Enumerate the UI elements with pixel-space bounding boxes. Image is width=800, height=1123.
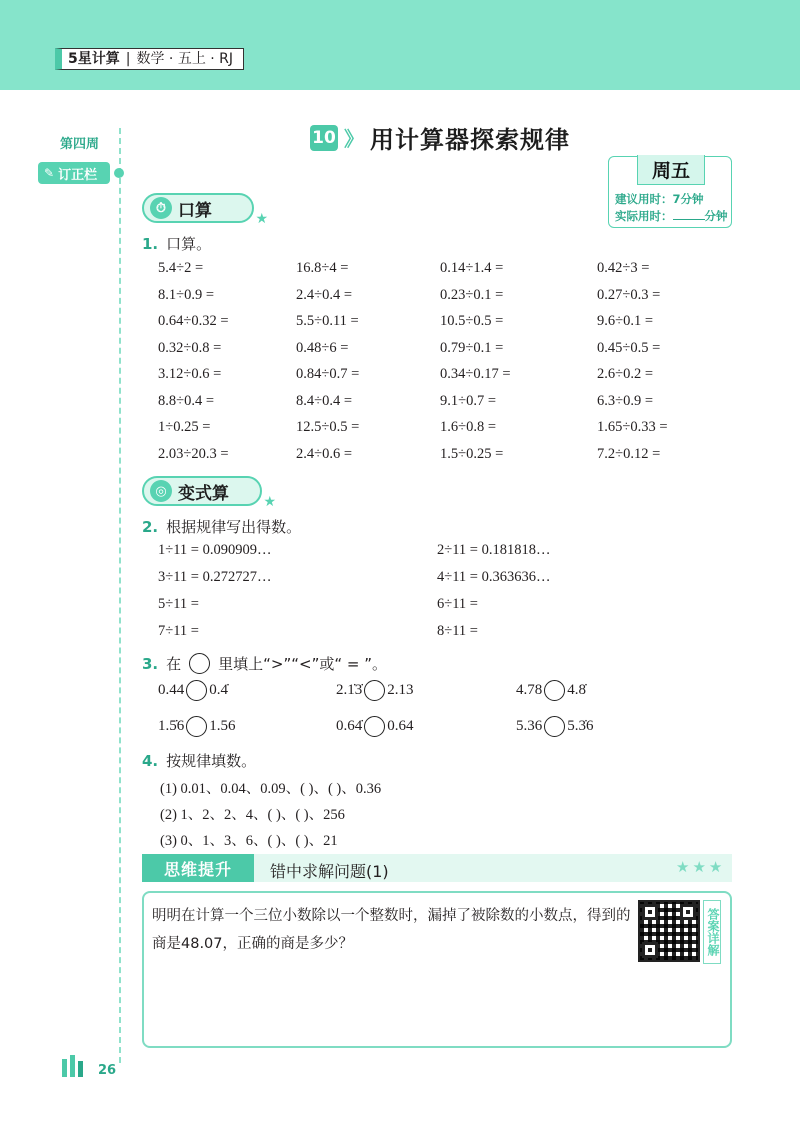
- section-oral-label: 口算: [178, 200, 212, 221]
- pattern-problem[interactable]: 8÷11 =: [437, 623, 478, 639]
- question-4-prompt: 按规律填数。: [166, 752, 257, 770]
- thinking-subtitle: 错中求解问题(1): [270, 862, 389, 881]
- sequence-2[interactable]: (2) 1、2、2、4、( )、( )、256: [160, 807, 345, 823]
- question-1-prompt: 口算。: [166, 235, 212, 253]
- series-separator: |: [125, 50, 131, 67]
- oral-problem[interactable]: 9.1÷0.7 =: [440, 392, 497, 409]
- margin-divider: [119, 128, 121, 1063]
- compare-left: 4.78: [516, 682, 543, 698]
- sequence-1[interactable]: (1) 0.01、0.04、0.09、( )、( )、0.36: [160, 781, 382, 797]
- actual-time-blank[interactable]: [673, 209, 705, 220]
- question-2-prompt: 根据规律写出得数。: [166, 518, 302, 536]
- oral-problem[interactable]: 0.64÷0.32 =: [158, 313, 229, 329]
- oral-problem[interactable]: 8.1÷0.9 =: [158, 286, 215, 303]
- compare-item: [336, 716, 414, 737]
- compare-circle[interactable]: [544, 680, 565, 701]
- question-3-prompt-before: 在: [166, 655, 182, 673]
- rating-stars-icon: ★★★: [676, 858, 726, 876]
- pencil-icon: ✎: [44, 166, 55, 180]
- compare-right: 5.3̇6: [567, 718, 594, 734]
- correction-column-tag: [38, 162, 110, 184]
- margin-dot-icon: [114, 168, 124, 178]
- thinking-tag: 思维提升: [142, 854, 254, 882]
- compare-circle[interactable]: [364, 716, 385, 737]
- qr-finder: [642, 904, 658, 920]
- compare-item: [158, 680, 228, 701]
- question-3-prompt-after: 里填上“>”“<”或“ = ”。: [218, 655, 388, 673]
- qr-finder: [680, 904, 696, 920]
- pattern-problem[interactable]: 5÷11 =: [158, 596, 199, 612]
- pattern-problem[interactable]: 2÷11 = 0.181818…: [437, 542, 551, 558]
- suggested-time: 建议用时：7分钟: [615, 192, 704, 206]
- compare-left: 5.36: [516, 718, 543, 734]
- pattern-problem[interactable]: 6÷11 =: [437, 596, 478, 612]
- compare-right: 2.13: [387, 682, 414, 698]
- question-3-number: 3.: [142, 654, 159, 673]
- compare-item: [158, 716, 236, 737]
- lesson-number: 10: [310, 125, 338, 151]
- oral-problem[interactable]: 16.8÷4 =: [296, 260, 349, 276]
- series-name: 5星计算: [68, 50, 120, 67]
- page-number: 26: [98, 1063, 117, 1078]
- oral-problem[interactable]: 0.23÷0.1 =: [440, 286, 504, 303]
- thinking-problem: 明明在计算一个三位小数除以一个整数时，漏掉了被除数的小数点，得到的商是48.07，正确的商是多少？: [152, 908, 631, 952]
- compare-left: 0.44: [158, 682, 185, 698]
- oral-problem[interactable]: 0.45÷0.5 =: [597, 339, 661, 356]
- oral-problem[interactable]: 0.27÷0.3 =: [597, 286, 661, 303]
- oral-problem[interactable]: 8.4÷0.4 =: [296, 392, 353, 409]
- oral-problem[interactable]: 8.8÷0.4 =: [158, 392, 215, 409]
- oral-problem[interactable]: 10.5÷0.5 =: [440, 313, 504, 329]
- oral-problem[interactable]: 1÷0.25 =: [158, 419, 211, 435]
- section-variant-label: 变式算: [178, 483, 229, 504]
- circle-icon: [189, 653, 210, 674]
- oral-problem[interactable]: 3.12÷0.6 =: [158, 366, 222, 382]
- question-3: [142, 653, 387, 674]
- target-icon: ◎: [150, 480, 172, 502]
- compare-circle[interactable]: [186, 716, 207, 737]
- chevron-right-icon: 》: [344, 127, 364, 151]
- pattern-problem[interactable]: 1÷11 = 0.090909…: [158, 542, 272, 558]
- header-band: [0, 0, 800, 90]
- oral-problem[interactable]: 2.6÷0.2 =: [597, 366, 654, 382]
- compare-right: 4.8̇: [567, 682, 586, 698]
- series-meta: 数学 · 五上 · RJ: [136, 50, 234, 67]
- oral-problem[interactable]: 0.32÷0.8 =: [158, 339, 222, 356]
- oral-problem[interactable]: 6.3÷0.9 =: [597, 392, 654, 409]
- pattern-problem[interactable]: 7÷11 =: [158, 623, 199, 639]
- compare-item: [336, 680, 414, 701]
- star-icon: ★: [255, 211, 268, 227]
- oral-problem[interactable]: 7.2÷0.12 =: [597, 445, 661, 462]
- oral-problem[interactable]: 0.14÷1.4 =: [440, 260, 504, 276]
- stopwatch-icon: ⏱: [150, 197, 172, 219]
- page-title: [310, 120, 570, 155]
- question-1-number: 1.: [142, 235, 159, 253]
- day-card: [608, 156, 732, 228]
- actual-time-prefix: 实际用时：: [615, 209, 673, 223]
- oral-problem[interactable]: 9.6÷0.1 =: [597, 313, 654, 329]
- question-4-number: 4.: [142, 752, 159, 770]
- question-2: [142, 516, 301, 537]
- pattern-problem[interactable]: 4÷11 = 0.363636…: [437, 569, 551, 585]
- oral-problem[interactable]: 0.42÷3 =: [597, 260, 650, 276]
- correction-label: 订正栏: [58, 167, 98, 183]
- qr-label: 答案详解: [703, 900, 721, 964]
- compare-item: [516, 680, 586, 701]
- lesson-title: 用计算器探索规律: [370, 126, 570, 154]
- compare-left: 0.64̇: [336, 718, 363, 734]
- compare-left: 1.5̇6: [158, 718, 185, 734]
- qr-finder: [642, 942, 658, 958]
- oral-problem[interactable]: 5.4÷2 =: [158, 260, 204, 276]
- compare-left: 2.1̇3̇: [336, 682, 363, 698]
- compare-circle[interactable]: [364, 680, 385, 701]
- question-1: [142, 233, 211, 254]
- compare-circle[interactable]: [186, 680, 207, 701]
- section-variant: [142, 476, 276, 510]
- oral-problem[interactable]: 1.65÷0.33 =: [597, 419, 668, 435]
- actual-time: [615, 208, 728, 224]
- oral-problem[interactable]: 0.79÷0.1 =: [440, 339, 504, 356]
- oral-problem[interactable]: 12.5÷0.5 =: [296, 419, 360, 435]
- books-icon: [62, 1055, 83, 1077]
- oral-problem[interactable]: 1.5÷0.25 =: [440, 445, 504, 462]
- oral-problem[interactable]: 2.4÷0.6 =: [296, 445, 353, 462]
- oral-problem[interactable]: 0.84÷0.7 =: [296, 366, 360, 382]
- compare-right: 0.4̇: [209, 682, 228, 698]
- oral-problem[interactable]: 2.4÷0.4 =: [296, 286, 353, 303]
- sequence-3[interactable]: (3) 0、1、3、6、( )、( )、21: [160, 833, 338, 849]
- oral-problem[interactable]: 1.6÷0.8 =: [440, 419, 497, 435]
- compare-circle[interactable]: [544, 716, 565, 737]
- oral-problem[interactable]: 0.34÷0.17 =: [440, 366, 511, 382]
- series-tag: [55, 48, 244, 70]
- compare-right: 1.56: [209, 718, 236, 734]
- question-2-number: 2.: [142, 518, 159, 536]
- section-oral: [142, 193, 268, 227]
- star-icon: ★: [263, 494, 276, 510]
- compare-right: 0.64: [387, 718, 414, 734]
- day-label: 周五: [637, 155, 705, 185]
- oral-problem[interactable]: 0.48÷6 =: [296, 339, 349, 356]
- actual-time-suffix: 分钟: [704, 209, 728, 223]
- compare-item: [516, 716, 594, 737]
- qr-code-icon[interactable]: [638, 900, 700, 962]
- oral-problem[interactable]: 5.5÷0.11 =: [296, 313, 359, 329]
- pattern-problem[interactable]: 3÷11 = 0.272727…: [158, 569, 272, 585]
- oral-problem[interactable]: 2.03÷20.3 =: [158, 445, 229, 462]
- question-4: [142, 750, 256, 771]
- week-label: 第四周: [60, 137, 100, 152]
